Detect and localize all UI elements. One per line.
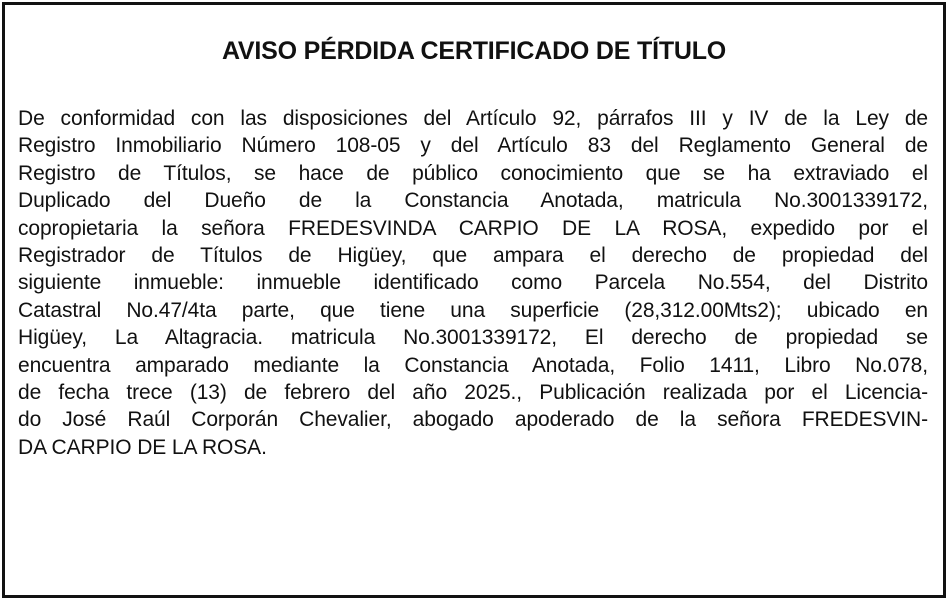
notice-box (2, 2, 946, 598)
notice-title: AVISO PÉRDIDA CERTIFICADO DE TÍTULO (221, 37, 727, 65)
body-line: DA CARPIO DE LA ROSA. (18, 435, 267, 459)
body-line: Registro Inmobiliario Número 108-05 y del Artículo 83 del Reglamento General de (18, 134, 928, 158)
body-line: siguiente inmueble: inmueble identificado como Parcela No.554, del Distrito (18, 271, 928, 295)
body-line: Registro de Títulos, se hace de público conocimiento que se ha extraviado el (18, 161, 928, 185)
body-line: Registrador de Títulos de Higüey, que ampara el derecho de propiedad del (18, 243, 928, 267)
body-line: encuentra amparado mediante la Constancia Anotada, Folio 1411, Libro No.078, (18, 353, 928, 377)
body-line: Catastral No.47/4ta parte, que tiene una superficie (28,312.00Mts2); ubicado en (18, 298, 928, 322)
body-line: De conformidad con las disposiciones del Artículo 92, párrafos III y IV de la Ley de (18, 107, 928, 130)
body-line: Duplicado del Dueño de la Constancia Anotada, matricula No.3001339172, (18, 189, 928, 213)
body-line: do José Raúl Corporán Chevalier, abogado apoderado de la señora FREDESVIN- (18, 408, 928, 432)
body-line: de fecha trece (13) de febrero del año 2025., Publicación realizada por el Licencia- (18, 380, 928, 404)
notice-body (18, 105, 928, 461)
body-line: Higüey, La Altagracia. matricula No.3001339172, El derecho de propiedad se (18, 326, 928, 350)
body-line: copropietaria la señora FREDESVINDA CARPIO DE LA ROSA, expedido por el (18, 216, 928, 240)
